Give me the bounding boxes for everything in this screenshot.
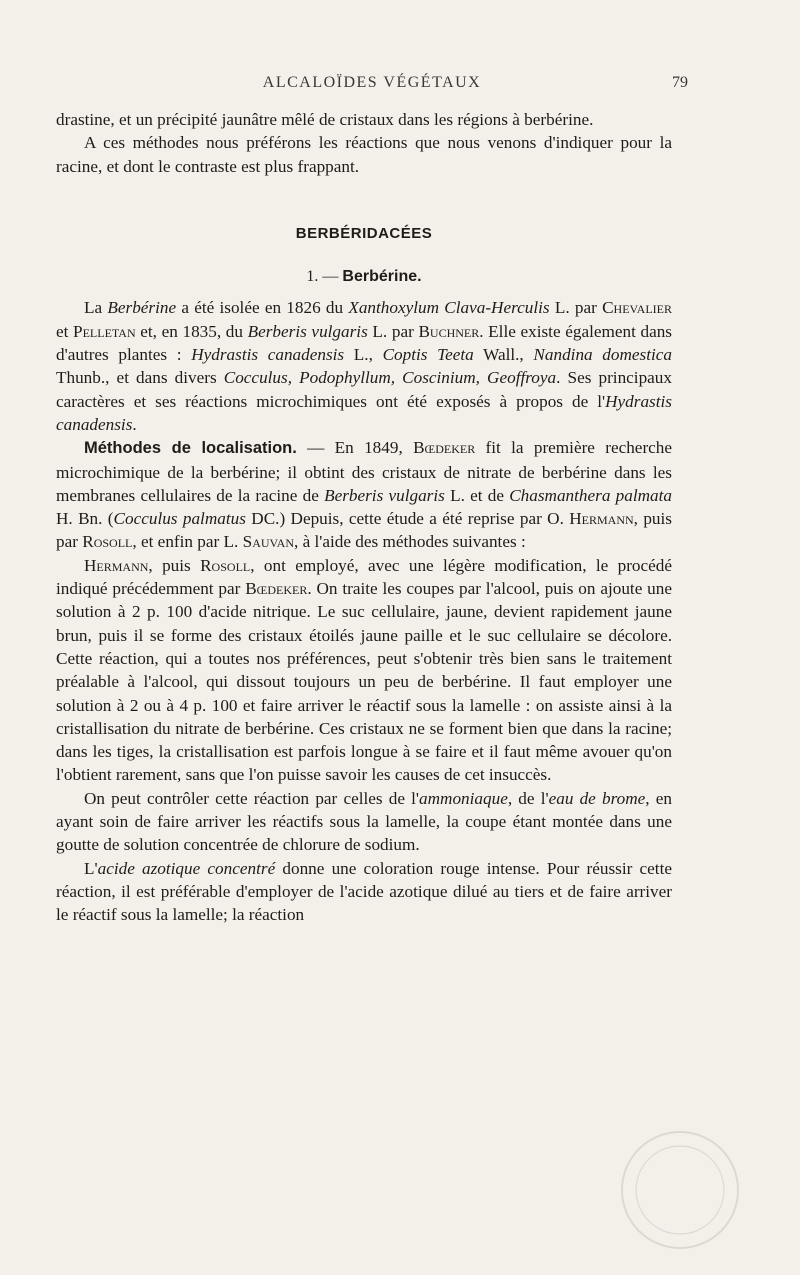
- page-body: [56, 108, 672, 927]
- paragraph-berberine-origin: La Berbérine a été isolée en 1826 du Xanthoxylum Clava-Herculis L. par Chevalier et Pelletan et, en 1835, du Berberis vulgaris L. par Buchner. Elle existe également dans d'autres plantes : Hydrastis canadensis L., Coptis Teeta Wall., Nandina domestica Thunb., et dans divers Cocculus, Podophyllum, Coscinium, Geoffroya. Ses principaux caractères et ses réactions microchimiques ont été exposés à propos de l'Hydrastis canadensis.: [56, 298, 672, 434]
- library-stamp-icon: [616, 1126, 744, 1254]
- section-title: BERBÉRIDACÉES: [295, 224, 433, 242]
- paragraph-localisation-methods: Méthodes de localisation. — En 1849, Bœdeker fit la première recherche microchimique de la berbérine; il obtint des cristaux de nitrate de berbérine dans les membranes cellulaires de la racine de Berberis vulgaris L. et de Chasmanthera palmata H. Bn. (Cocculus palmatus DC.) Depuis, cette étude a été reprise par O. Hermann, puis par Rosoll, et enfin par L. Sauvan, à l'aide des méthodes suivantes :: [56, 438, 673, 552]
- running-title: ALCALOÏDES VÉGÉTAUX: [262, 74, 482, 91]
- rubric-localisation: Méthodes de localisation.: [84, 439, 297, 458]
- paragraph-control-reactions: On peut contrôler cette réaction par celles de l'ammoniaque, de l'eau de brome, en ayant soin de faire arriver les réactifs sous la lamelle, la coupe étant montée dans une goutte de solution concentrée de chlorure de sodium.: [56, 788, 672, 855]
- page-header: [56, 74, 688, 98]
- subsection-name: Berbérine.: [342, 268, 422, 286]
- paragraph-continuation: drastine, et un précipité jaunâtre mêlé de cristaux dans les régions à berbérine.: [56, 110, 594, 129]
- paragraph-preference: A ces méthodes nous préférons les réactions que nous venons d'indiquer pour la racine, et dont le contraste est plus frappant.: [56, 133, 672, 176]
- subsection-number: 1. —: [306, 268, 339, 286]
- page-number: 79: [672, 74, 688, 91]
- paragraph-nitrate-procedure: Hermann, puis Rosoll, ont employé, avec une légère modification, le procédé indiqué précédemment par Bœdeker. On traite les coupes par l'alcool, puis on ajoute une solution à 2 p. 100 d'acide nitrique. Le suc cellulaire, jaune, devient rapidement jaune brun, puis il se forme des cristaux étoilés jaune paille et le suc cellulaire se décolore. Cette réaction, qui a toutes nos préférences, peut s'obtenir très bien sans le traitement préalable à l'alcool, qui dissout toujours un peu de berbérine. Il faut employer une solution à 2 ou à 4 p. 100 et faire arriver le réactif sous la lamelle : on assiste ainsi à la cristallisation du nitrate de berbérine. Ces cristaux ne se forment bien que dans la racine; dans les tiges, la cristallisation est parfois longue à se faire et il faut même avouer qu'on l'obtient rarement, sans que l'on puisse savoir les causes de cet insuccès.: [56, 555, 673, 785]
- subsection-title: [56, 265, 672, 288]
- paragraph-nitric-acid: L'acide azotique concentré donne une coloration rouge intense. Pour réussir cette réaction, il est préférable d'employer de l'acide azotique dilué au tiers et de faire arriver le réactif sous la lamelle; la réaction: [56, 858, 672, 925]
